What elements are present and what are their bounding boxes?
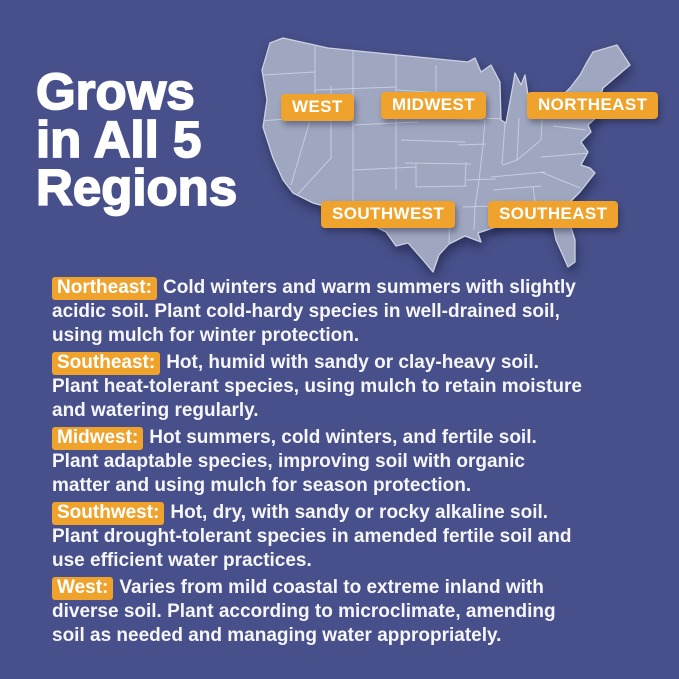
- text-line: use efficient water practices.: [52, 550, 312, 571]
- text-line: Plant adaptable species, improving soil with organic: [52, 451, 525, 472]
- region-text: Hot summers, cold winters, and fertile soil.: [149, 427, 537, 448]
- text-line: [52, 501, 642, 525]
- text-line: Plant drought-tolerant species in amended fertile soil and: [52, 526, 572, 547]
- text-line: [52, 351, 642, 375]
- region-text: Cold winters and warm summers with slightly: [163, 277, 576, 298]
- region-text: Hot, dry, with sandy or rocky alkaline soil.: [170, 502, 549, 523]
- text-line: matter and using mulch for season protection.: [52, 475, 472, 496]
- title-line-1: Grows: [36, 63, 195, 120]
- region-description-northeast: [52, 276, 642, 348]
- text-line: [52, 276, 642, 300]
- map-label-southeast: SOUTHEAST: [488, 201, 618, 228]
- region-text: Hot, humid with sandy or clay-heavy soil.: [166, 352, 539, 373]
- map-label-midwest: MIDWEST: [381, 92, 486, 119]
- map-label-west: WEST: [281, 94, 354, 121]
- region-tag-west: West:: [52, 577, 113, 600]
- region-descriptions: [52, 276, 642, 651]
- text-line: and watering regularly.: [52, 400, 259, 421]
- text-line: using mulch for winter protection.: [52, 325, 360, 346]
- region-description-west: [52, 576, 642, 648]
- region-description-southeast: [52, 351, 642, 423]
- region-tag-southwest: Southwest:: [52, 502, 164, 525]
- title-line-3: Regions: [36, 159, 238, 216]
- region-tag-southeast: Southeast:: [52, 352, 160, 375]
- title-line-2: in All 5: [36, 111, 202, 168]
- text-line: diverse soil. Plant according to microclimate, amending: [52, 601, 556, 622]
- text-line: [52, 576, 642, 600]
- us-map-outline: [262, 38, 630, 272]
- text-line: acidic soil. Plant cold-hardy species in well-drained soil,: [52, 301, 560, 322]
- map-label-northeast: NORTHEAST: [527, 92, 658, 119]
- region-text: Varies from mild coastal to extreme inland with: [119, 577, 544, 598]
- text-line: [52, 426, 642, 450]
- us-map: [253, 30, 665, 275]
- region-description-midwest: [52, 426, 642, 498]
- map-label-southwest: SOUTHWEST: [321, 201, 455, 228]
- region-description-southwest: [52, 501, 642, 573]
- region-tag-northeast: Northeast:: [52, 277, 157, 300]
- text-line: soil as needed and managing water appropriately.: [52, 625, 502, 646]
- region-tag-midwest: Midwest:: [52, 427, 143, 450]
- page-title: [36, 63, 238, 216]
- text-line: Plant heat-tolerant species, using mulch to retain moisture: [52, 376, 582, 397]
